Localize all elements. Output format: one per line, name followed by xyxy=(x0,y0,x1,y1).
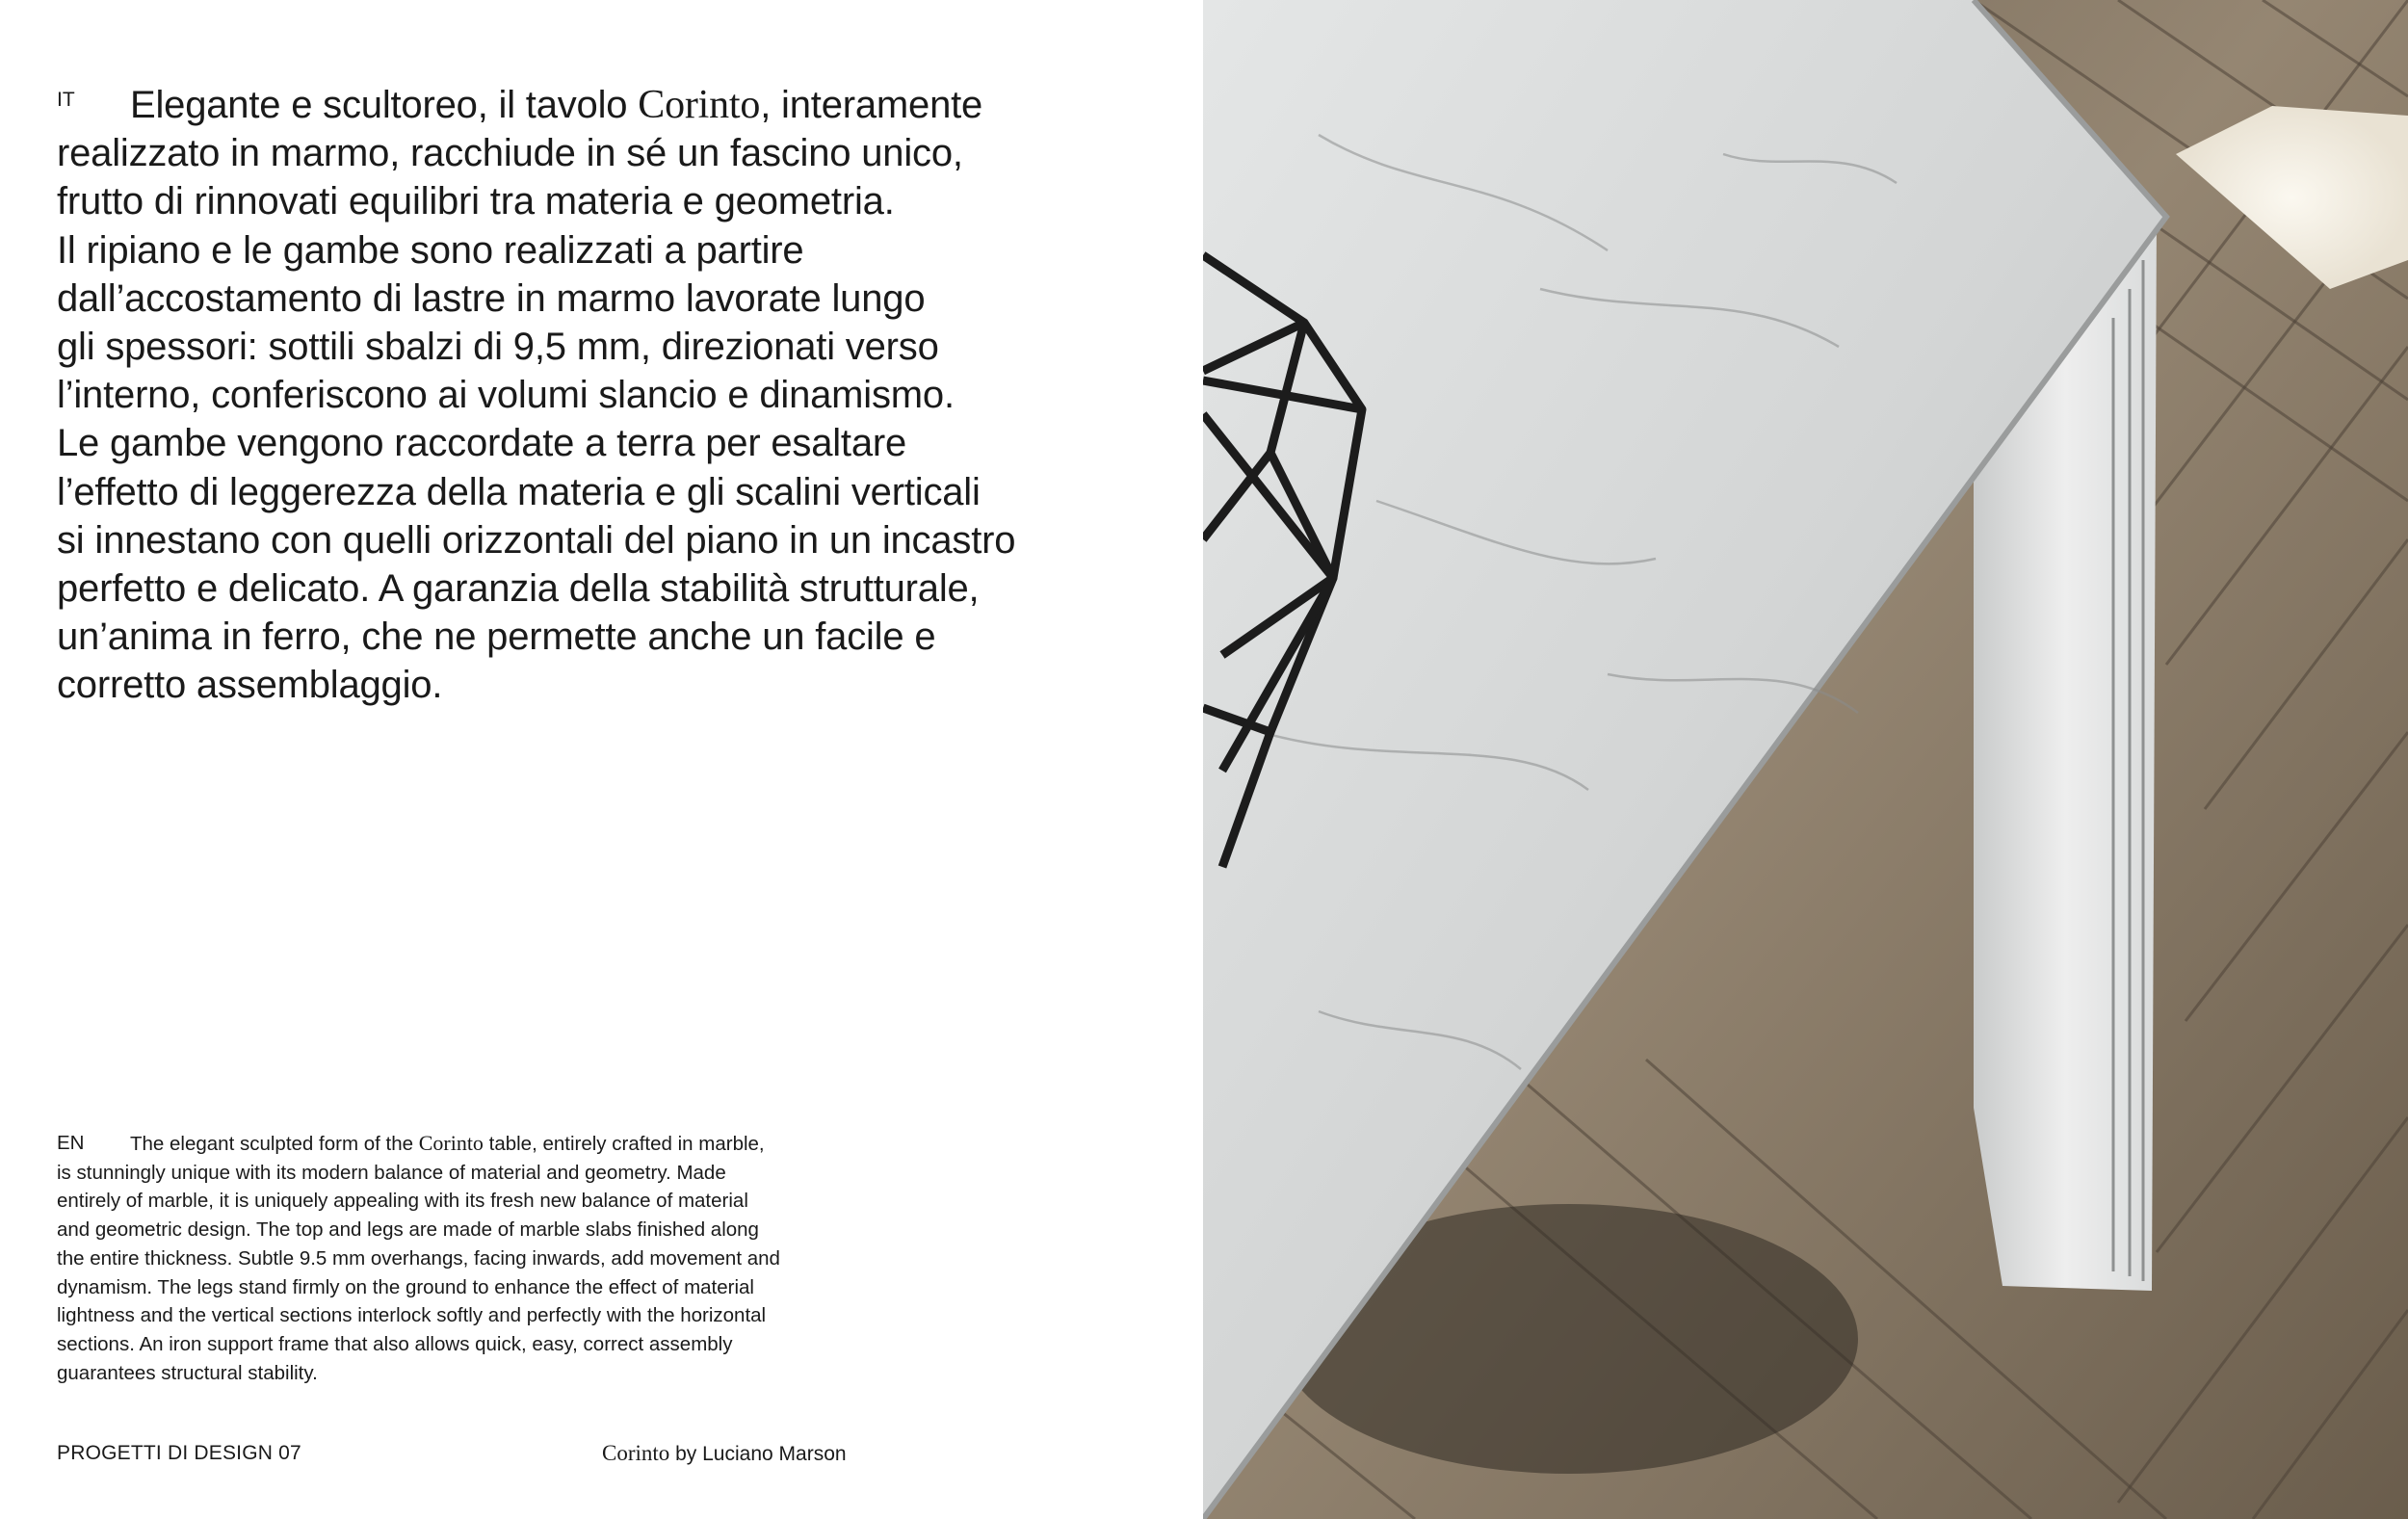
italian-line: frutto di rinnovati equilibri tra materia e geometria. xyxy=(57,180,895,223)
product-name-inline: Corinto xyxy=(418,1131,484,1155)
product-name-inline: Corinto xyxy=(638,83,761,127)
italian-line: un’anima in ferro, che ne permette anche un facile e xyxy=(57,615,936,659)
english-line: dynamism. The legs stand firmly on the ground to enhance the effect of material xyxy=(57,1275,754,1298)
english-line: the entire thickness. Subtle 9.5 mm overhangs, facing inwards, add movement and xyxy=(57,1246,780,1270)
italian-line-1: Elegante e scultoreo, il tavolo Corinto, interamente xyxy=(130,83,983,127)
italian-line: si innestano con quelli orizzontali del piano in un incastro xyxy=(57,518,1016,562)
footer-product-credit xyxy=(602,1441,847,1467)
italian-line: Le gambe vengono raccordate a terra per esaltare xyxy=(57,422,907,465)
italian-line: dall’accostamento di lastre in marmo lavorate lungo xyxy=(57,276,926,320)
italian-line: gli spessori: sottili sbalzi di 9,5 mm, direzionati verso xyxy=(57,326,939,369)
italian-line: perfetto e delicato. A garanzia della stabilità strutturale, xyxy=(57,567,980,611)
language-label-it: IT xyxy=(57,89,75,111)
english-line: entirely of marble, it is uniquely appealing with its fresh new balance of material xyxy=(57,1190,748,1213)
english-line: is stunningly unique with its modern balance of material and geometry. Made xyxy=(57,1161,726,1184)
footer-product-name: Corinto xyxy=(602,1441,670,1465)
english-description xyxy=(57,1129,847,1387)
english-line: guarantees structural stability. xyxy=(57,1361,318,1384)
english-line-1: The elegant sculpted form of the Corinto table, entirely crafted in marble, xyxy=(130,1131,765,1155)
footer-section-label: PROGETTI DI DESIGN 07 xyxy=(57,1442,301,1464)
italian-line: l’interno, conferiscono ai volumi slancio e dinamismo. xyxy=(57,374,955,417)
english-line: sections. An iron support frame that also allows quick, easy, correct assembly xyxy=(57,1332,733,1355)
footer-designer: by Luciano Marson xyxy=(669,1443,847,1465)
italian-description xyxy=(57,81,1165,710)
italian-line: l’effetto di leggerezza della materia e gli scalini verticali xyxy=(57,470,981,513)
english-line: and geometric design. The top and legs are made of marble slabs finished along xyxy=(57,1218,759,1242)
italian-line: realizzato in marmo, racchiude in sé un fascino unico, xyxy=(57,132,963,175)
text-page xyxy=(0,0,1203,1519)
english-line: lightness and the vertical sections interlock softly and perfectly with the horizontal xyxy=(57,1304,767,1327)
italian-line: Il ripiano e le gambe sono realizzati a partire xyxy=(57,228,804,272)
italian-line: corretto assemblaggio. xyxy=(57,664,443,707)
marble-table-photo xyxy=(1203,0,2408,1519)
language-label-en: EN xyxy=(57,1132,85,1154)
